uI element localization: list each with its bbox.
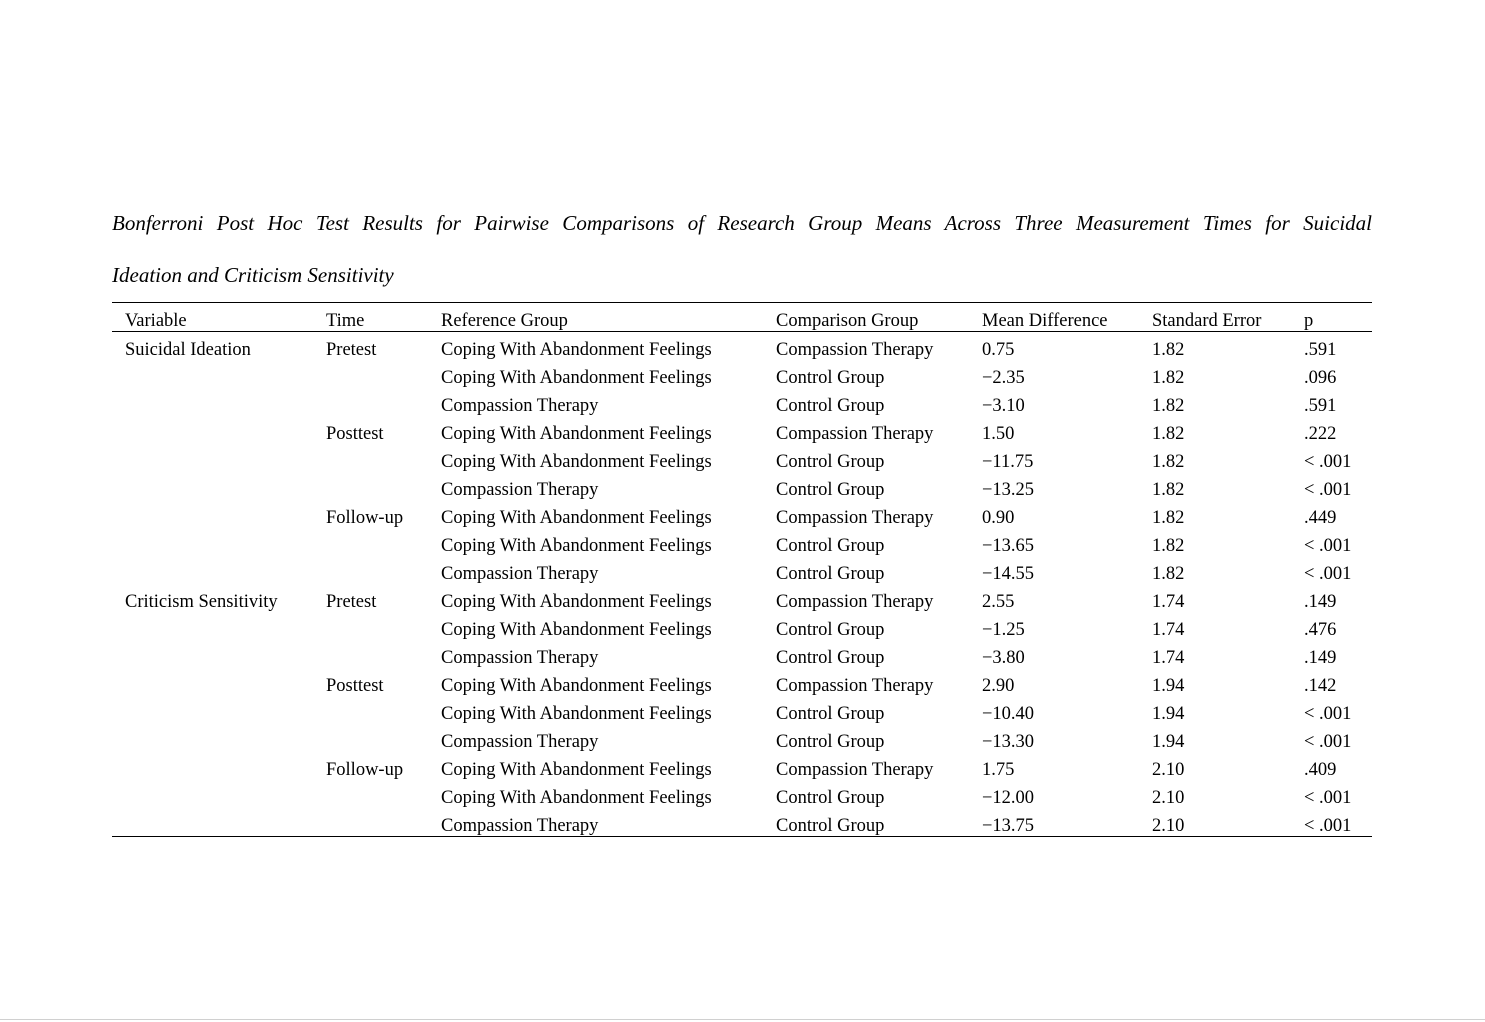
cell-mean-difference: 1.50: [982, 424, 1015, 444]
cell-standard-error: 1.74: [1152, 648, 1185, 668]
cell-comparison-group: Control Group: [776, 480, 885, 500]
cell-p: .222: [1304, 424, 1337, 444]
cell-standard-error: 2.10: [1152, 788, 1185, 808]
cell-variable: [112, 724, 326, 752]
cell-comparison-group: Compassion Therapy: [776, 340, 934, 360]
header-mean-difference: Mean Difference: [982, 303, 1152, 332]
cell-variable: [112, 360, 326, 388]
header-p: p: [1304, 303, 1372, 332]
cell-comparison-group: Control Group: [776, 368, 885, 388]
cell-time: [326, 612, 441, 640]
cell-comparison-group: Control Group: [776, 788, 885, 808]
cell-reference-group: Coping With Abandonment Feelings: [441, 368, 712, 388]
cell-reference-group: Compassion Therapy: [441, 648, 599, 668]
cell-comparison-group: Compassion Therapy: [776, 508, 934, 528]
header-standard-error: Standard Error: [1152, 303, 1304, 332]
cell-standard-error: 1.82: [1152, 564, 1185, 584]
cell-reference-group: Coping With Abandonment Feelings: [441, 452, 712, 472]
cell-variable: [112, 444, 326, 472]
table-row: [112, 444, 1372, 472]
cell-standard-error: 1.82: [1152, 340, 1185, 360]
table-row: [112, 472, 1372, 500]
cell-variable: [112, 612, 326, 640]
cell-p: .591: [1304, 340, 1337, 360]
cell-comparison-group: Compassion Therapy: [776, 424, 934, 444]
cell-standard-error: 1.94: [1152, 676, 1185, 696]
cell-p: .149: [1304, 592, 1337, 612]
cell-p: < .001: [1304, 788, 1352, 808]
header-variable: Variable: [112, 303, 326, 332]
cell-variable: [112, 640, 326, 668]
table-row: [112, 752, 1372, 780]
cell-comparison-group: Control Group: [776, 732, 885, 752]
cell-mean-difference: 0.90: [982, 508, 1015, 528]
cell-variable: [112, 500, 326, 528]
cell-mean-difference: 2.55: [982, 592, 1015, 612]
table-header: [112, 303, 1372, 332]
cell-time: [326, 388, 441, 416]
cell-p: < .001: [1304, 564, 1352, 584]
cell-variable: [112, 780, 326, 808]
table-row: [112, 640, 1372, 668]
cell-time: Posttest: [326, 676, 384, 696]
cell-reference-group: Coping With Abandonment Feelings: [441, 760, 712, 780]
cell-variable: [112, 416, 326, 444]
cell-reference-group: Coping With Abandonment Feelings: [441, 788, 712, 808]
header-reference-group: Reference Group: [441, 303, 776, 332]
cell-p: < .001: [1304, 808, 1372, 837]
cell-p: .149: [1304, 648, 1337, 668]
cell-variable: [112, 556, 326, 584]
cell-variable: Criticism Sensitivity: [125, 592, 278, 612]
table-row: [112, 416, 1372, 444]
cell-time: [326, 640, 441, 668]
cell-mean-difference: −13.25: [982, 480, 1035, 500]
cell-standard-error: 1.94: [1152, 704, 1185, 724]
cell-mean-difference: −10.40: [982, 704, 1035, 724]
table-row: [112, 500, 1372, 528]
cell-standard-error: 1.82: [1152, 452, 1185, 472]
results-table: [112, 302, 1372, 837]
page-bottom-edge: [0, 1019, 1485, 1020]
cell-variable: [112, 528, 326, 556]
cell-time: [326, 360, 441, 388]
cell-p: .142: [1304, 676, 1337, 696]
cell-time: Posttest: [326, 424, 384, 444]
cell-time: Pretest: [326, 340, 377, 360]
cell-mean-difference: −14.55: [982, 564, 1035, 584]
cell-mean-difference: −13.75: [982, 808, 1152, 837]
table-row: [112, 556, 1372, 584]
cell-mean-difference: −2.35: [982, 368, 1025, 388]
cell-time: [326, 696, 441, 724]
table-row: [112, 332, 1372, 361]
cell-p: .449: [1304, 508, 1337, 528]
table-row: [112, 528, 1372, 556]
cell-p: < .001: [1304, 732, 1352, 752]
cell-mean-difference: −13.65: [982, 536, 1035, 556]
table-row: [112, 696, 1372, 724]
cell-variable: [112, 388, 326, 416]
table-caption: [112, 197, 1372, 301]
cell-comparison-group: Control Group: [776, 620, 885, 640]
cell-comparison-group: Control Group: [776, 648, 885, 668]
cell-standard-error: 1.74: [1152, 592, 1185, 612]
cell-mean-difference: −1.25: [982, 620, 1025, 640]
cell-time: Follow-up: [326, 760, 404, 780]
cell-reference-group: Coping With Abandonment Feelings: [441, 536, 712, 556]
cell-standard-error: 2.10: [1152, 808, 1304, 837]
cell-p: < .001: [1304, 536, 1352, 556]
cell-time: [326, 780, 441, 808]
cell-standard-error: 1.82: [1152, 508, 1185, 528]
table-row: [112, 724, 1372, 752]
cell-time: Follow-up: [326, 508, 404, 528]
cell-reference-group: Coping With Abandonment Feelings: [441, 704, 712, 724]
cell-standard-error: 1.82: [1152, 396, 1185, 416]
table-row: [112, 668, 1372, 696]
cell-mean-difference: −3.10: [982, 396, 1025, 416]
table-row: [112, 612, 1372, 640]
cell-variable: [112, 808, 326, 837]
cell-reference-group: Compassion Therapy: [441, 808, 776, 837]
table-body: [112, 332, 1372, 837]
header-comparison-group: Comparison Group: [776, 303, 982, 332]
cell-reference-group: Compassion Therapy: [441, 732, 599, 752]
table-row: [112, 360, 1372, 388]
cell-time: Pretest: [326, 592, 377, 612]
cell-comparison-group: Control Group: [776, 808, 982, 837]
cell-comparison-group: Control Group: [776, 396, 885, 416]
cell-standard-error: 1.94: [1152, 732, 1185, 752]
cell-p: .476: [1304, 620, 1337, 640]
cell-reference-group: Compassion Therapy: [441, 396, 599, 416]
cell-variable: [112, 472, 326, 500]
cell-mean-difference: −12.00: [982, 788, 1035, 808]
cell-p: .591: [1304, 396, 1337, 416]
cell-reference-group: Coping With Abandonment Feelings: [441, 676, 712, 696]
cell-standard-error: 1.74: [1152, 620, 1185, 640]
cell-time: [326, 556, 441, 584]
cell-time: [326, 808, 441, 837]
cell-comparison-group: Control Group: [776, 704, 885, 724]
cell-mean-difference: 1.75: [982, 760, 1015, 780]
cell-variable: [112, 668, 326, 696]
cell-comparison-group: Compassion Therapy: [776, 760, 934, 780]
cell-mean-difference: 0.75: [982, 340, 1015, 360]
cell-comparison-group: Control Group: [776, 536, 885, 556]
header-row: [112, 303, 1372, 332]
cell-variable: [112, 752, 326, 780]
cell-p: < .001: [1304, 704, 1352, 724]
cell-time: [326, 472, 441, 500]
table-row: [112, 808, 1372, 837]
cell-mean-difference: −13.30: [982, 732, 1035, 752]
cell-variable: [112, 696, 326, 724]
table-row: [112, 388, 1372, 416]
cell-comparison-group: Compassion Therapy: [776, 676, 934, 696]
table-row: [112, 780, 1372, 808]
cell-time: [326, 444, 441, 472]
cell-p: .096: [1304, 368, 1337, 388]
cell-comparison-group: Compassion Therapy: [776, 592, 934, 612]
cell-reference-group: Coping With Abandonment Feelings: [441, 620, 712, 640]
table-row: [112, 584, 1372, 612]
cell-reference-group: Coping With Abandonment Feelings: [441, 592, 712, 612]
cell-p: < .001: [1304, 480, 1352, 500]
cell-reference-group: Coping With Abandonment Feelings: [441, 424, 712, 444]
cell-comparison-group: Control Group: [776, 564, 885, 584]
cell-reference-group: Compassion Therapy: [441, 480, 599, 500]
cell-time: [326, 528, 441, 556]
cell-standard-error: 2.10: [1152, 760, 1185, 780]
cell-time: [326, 724, 441, 752]
cell-mean-difference: 2.90: [982, 676, 1015, 696]
cell-p: .409: [1304, 760, 1337, 780]
cell-reference-group: Compassion Therapy: [441, 564, 599, 584]
cell-reference-group: Coping With Abandonment Feelings: [441, 508, 712, 528]
cell-reference-group: Coping With Abandonment Feelings: [441, 340, 712, 360]
caption-line-1: Bonferroni Post Hoc Test Results for Pairwise Comparisons of Research Group Means Across Three Measurement Times for Suicidal: [112, 211, 1372, 235]
cell-mean-difference: −11.75: [982, 452, 1034, 472]
cell-standard-error: 1.82: [1152, 368, 1185, 388]
cell-p: < .001: [1304, 452, 1352, 472]
header-time: Time: [326, 303, 441, 332]
cell-variable: Suicidal Ideation: [125, 340, 251, 360]
cell-standard-error: 1.82: [1152, 424, 1185, 444]
caption-line-2: Ideation and Criticism Sensitivity: [112, 263, 394, 287]
cell-standard-error: 1.82: [1152, 480, 1185, 500]
cell-standard-error: 1.82: [1152, 536, 1185, 556]
cell-comparison-group: Control Group: [776, 452, 885, 472]
cell-mean-difference: −3.80: [982, 648, 1025, 668]
